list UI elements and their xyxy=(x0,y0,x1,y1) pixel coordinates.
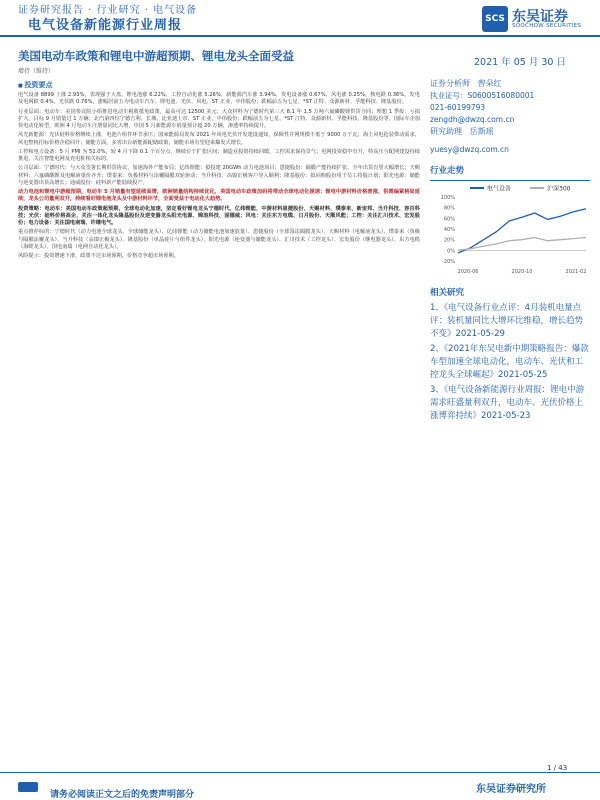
page-title: 电气设备新能源行业周报 xyxy=(28,18,183,33)
series-line xyxy=(458,209,586,253)
footer-divider xyxy=(0,772,600,773)
y-tick-label: 20% xyxy=(443,237,455,244)
footer-disclaimer: 请务必阅读正文之后的免责声明部分 xyxy=(50,790,195,800)
paragraph-company: 公司层面：宁德时代：与大众签署长期供货协议，加速海外产能布局；亿纬锂能：拟投建 20GWh 动力电池项目；恩捷股份：隔膜产能持续扩张，全年出货有望大幅增长；天赐材料：六氟磷酸锂及电解液量价齐升；璞泰来：负极材料与涂覆隔膜双轮驱动；当升科技：高镍正极客户导入顺利；隆基股份：拟回购股份用于员工持股计划；阳光电源：储能与逆变器出货高增长；通威股份：硅料新产能陆续投产。 xyxy=(18,165,420,186)
analyst2-role: 研究助理 xyxy=(430,127,462,136)
paragraph-industry: 行业层面：电动车：美国参议院小组推进电动车税收抵免政策，最高可达 12500 美元；大众材料为宁德时代第三大 8.1 年 1.5 万吨六氟磷酸锂供货合同；理想 1 季报：亏损扩大，目标 9 月销量过 1 万辆；北汽第四位宁德吉利、长城、比亚迪上市、ST 正业、中伟股份；跌幅前五为七星、*ST 江特、众源新材、孚能科技、隆基股份等。国际车企加快电动化转型，欧洲 4 月电动车注册量同比大增，中国 5 月新能源车销量预计超 20 万辆，渗透率持续提升。 xyxy=(18,108,420,129)
breadcrumb: 证券研究报告 · 行业研究 · 电气设备 xyxy=(18,5,198,16)
trend-chart-svg xyxy=(430,181,590,279)
sidebar xyxy=(430,78,590,425)
rating: 增持（维持） xyxy=(18,68,55,75)
report-date: 2021 年 05 月 30 日 xyxy=(474,57,566,68)
paragraph-equipment: 工控和电力设备：5 月 PMI 为 51.0%，较 4 月下降 0.1 个百分点，继续位于扩张区间；制造业投资持续回暖，工控需求保持景气；电网投资稳中有升，特高压与配网建设持续推进，关注智能电网及充电桩相关标的。 xyxy=(18,148,420,162)
paragraph-strategy: 投资策略：电动车：美国电动车政策超预期，全球电动化加速，坚定看好锂电龙头宁德时代、亿纬锂能，中游材料恩捷股份、天赐材料、璞泰来、新宙邦、当升科技、容百科技；光伏：硅料价格高企，关注一体化龙头隆基股份及逆变器龙头阳光电源、锦浪科技、固德威；风电：关注东方电缆、日月股份、天顺风能；工控：关注汇川技术、宏发股份；电力设备：关注国电南瑞、许继电气。 xyxy=(18,205,420,226)
legend-label: 沪深300 xyxy=(547,185,571,193)
paragraph-risk: 风险提示：投资增速下滑，政策不达市场预期，价格竞争超市场预期。 xyxy=(18,253,179,259)
trend-chart xyxy=(430,180,590,278)
analyst2-email[interactable]: yuesy@dwzq.com.cn xyxy=(430,145,509,154)
legend-label: 电气设备 xyxy=(487,185,512,193)
analyst1-email[interactable]: zengdh@dwzq.com.cn xyxy=(430,115,515,124)
section-heading: ■ 投资要点 xyxy=(18,80,420,90)
paragraph-highlight: 动力电池和锂电中游超预期，电动车 5 月销量有望延续高增，欧洲销量结构持续优化，美国电动车政策加码将带动全球电动化提速；锂电中游材料价格普涨，供需偏紧格局延续，龙头公司量利双升，持续看好锂电池龙头及中游材料环节，全面受益于电动化大趋势。 xyxy=(18,189,420,203)
header-divider xyxy=(0,35,600,37)
logo xyxy=(482,6,582,32)
y-tick-label: 0% xyxy=(447,248,455,255)
y-tick-label: 40% xyxy=(443,227,455,233)
x-tick-label: 2020-10 xyxy=(511,269,533,275)
logo-mark-icon: SCS xyxy=(482,6,508,32)
y-tick-label: 60% xyxy=(443,216,455,223)
header xyxy=(0,0,600,36)
footer-org: 东吴证券研究所 xyxy=(476,784,546,795)
y-tick-label: -20% xyxy=(442,259,455,265)
x-tick-label: 2020-06 xyxy=(457,269,479,275)
related-list xyxy=(430,302,590,423)
related-item-3[interactable]: 3、《电气设备新能源行业周报：锂电中游需求旺盛量利双升，电动车、光伏价格上涨博弈持续》2021-05-23 xyxy=(430,385,585,421)
related-item-2[interactable]: 2、《2021年东吴电新中期策略报告：爆款车型加速全球电动化，电动车、光伏和工控龙头全球崛起》2021-05-25 xyxy=(430,344,589,380)
paragraph-renewables: 风光新能源：光伏硅料价格继续上涨，电池片组件环节承压；国家能源局发布 2021 年风电光伏开发建设通知，保障性并网规模不低于 9000 万千瓦；海上风电抢装带动需求，风电整机招标价格企稳回升；储能方面，多省出台新能源配储政策，储能市场有望迎来爆发式增长。 xyxy=(18,132,420,146)
analyst1-cert: 执业证号：S0600516080001 xyxy=(430,91,535,100)
y-tick-label: 80% xyxy=(443,205,455,212)
x-tick-label: 2021-02 xyxy=(565,269,587,275)
related-item-1[interactable]: 1、《电气设备行业点评：4月装机电量点评：装机量同比大增环比维稳，增长趋势不变》2021-05-29 xyxy=(430,303,584,339)
analyst1-phone: 021-60199793 xyxy=(430,103,486,112)
analyst1-line xyxy=(430,78,590,90)
trend-heading: 行业走势 xyxy=(430,166,465,176)
analyst2-line xyxy=(430,126,590,138)
page-number: 1 / 43 xyxy=(547,764,568,772)
y-tick-label: 100% xyxy=(440,195,455,201)
paragraph-recommend: 重点推荐标的：宁德时代（动力电池全球龙头、全球储能龙头）、亿纬锂能（动力储能电池加速放量）、恩捷股份（全球湿法隔膜龙头）、天赐材料（电解液龙头）、璞泰来（负极与隔膜涂覆龙头）、当升科技（高镍正极龙头）、隆基股份（单晶硅片与组件龙头）、阳光电源（逆变器与储能龙头）、汇川技术（工控龙头）、宏发股份（继电器龙头）、东方电缆（海缆龙头）、国电南瑞（电网自动化龙头）。 xyxy=(18,229,420,250)
related-heading: 相关研究 xyxy=(430,288,465,298)
logo-text: 东吴证券 xyxy=(512,9,568,25)
footer-logo-icon xyxy=(18,782,38,792)
analyst1-role: 证券分析师 xyxy=(430,79,470,88)
main-body xyxy=(18,80,420,262)
paragraph-market: 电气设备 8899 上涨 2.93%，表现强于大盘。锂电池涨 6.22%，工控自动化涨 5.26%，新能源汽车涨 3.94%，发电设备涨 0.67%，风电涨 0.25%，核电跌 0.36%，发电及电网跌 0.4%，光伏跌 0.76%，涨幅居前五为电动车汽车、锂电池、光伏、风电、ST 正业、中伟股份；跌幅前五为七星、*ST 江特、众源新材、孚能科技、隆基股份。 xyxy=(18,92,420,106)
analyst2-name: 岳斯瑶 xyxy=(469,127,494,136)
logo-subtext: SOOCHOW SECURITIES xyxy=(512,23,582,29)
analyst1-name: 曾朵红 xyxy=(477,79,502,88)
report-title: 美国电动车政策和锂电中游超预期、锂电龙头全面受益 xyxy=(18,49,294,63)
